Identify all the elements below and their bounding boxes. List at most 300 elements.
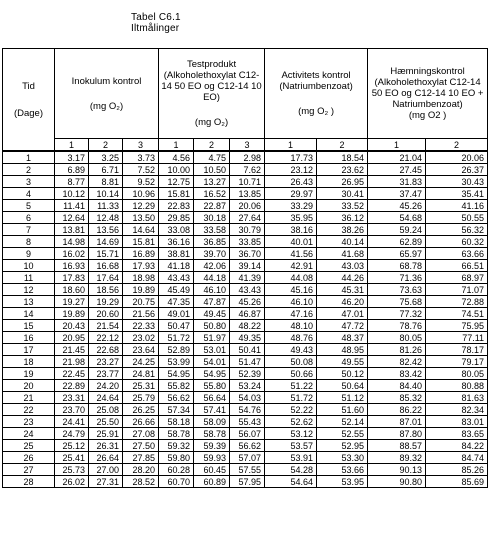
- value-cell: 26.66: [123, 416, 159, 428]
- value-cell: 39.70: [194, 248, 230, 260]
- table-row: [3, 332, 488, 344]
- value-cell: 4.56: [159, 151, 194, 164]
- value-cell: 30.18: [194, 212, 230, 224]
- value-cell: 4.75: [194, 151, 230, 164]
- value-cell: 16.89: [123, 248, 159, 260]
- value-cell: 20.06: [230, 200, 265, 212]
- subheader-cell: 1: [368, 139, 426, 152]
- day-cell: 12: [3, 284, 55, 296]
- value-cell: 22.89: [55, 380, 89, 392]
- value-cell: 57.95: [230, 476, 265, 488]
- value-cell: 36.12: [317, 212, 368, 224]
- table-row: [3, 344, 488, 356]
- value-cell: 49.01: [159, 308, 194, 320]
- value-cell: 17.93: [123, 260, 159, 272]
- value-cell: 3.25: [89, 151, 123, 164]
- header-testprodukt: [159, 49, 265, 139]
- table-row: [3, 404, 488, 416]
- value-cell: 57.34: [159, 404, 194, 416]
- value-cell: 24.79: [55, 428, 89, 440]
- value-cell: 57.55: [230, 464, 265, 476]
- value-cell: 49.55: [317, 356, 368, 368]
- day-cell: 15: [3, 320, 55, 332]
- day-cell: 26: [3, 452, 55, 464]
- value-cell: 45.26: [368, 200, 426, 212]
- value-cell: 9.52: [123, 176, 159, 188]
- table-row: [3, 392, 488, 404]
- value-cell: 43.43: [159, 272, 194, 284]
- value-cell: 10.14: [89, 188, 123, 200]
- value-cell: 22.87: [194, 200, 230, 212]
- table-row: [3, 284, 488, 296]
- value-cell: 30.43: [426, 176, 488, 188]
- value-cell: 25.08: [89, 404, 123, 416]
- value-cell: 45.16: [265, 284, 317, 296]
- day-cell: 3: [3, 176, 55, 188]
- value-cell: 36.85: [194, 236, 230, 248]
- table-row: [3, 296, 488, 308]
- table-row: [3, 260, 488, 272]
- value-cell: 7.62: [230, 164, 265, 176]
- value-cell: 90.80: [368, 476, 426, 488]
- value-cell: 14.64: [123, 224, 159, 236]
- value-cell: 10.71: [230, 176, 265, 188]
- value-cell: 44.26: [317, 272, 368, 284]
- value-cell: 80.88: [426, 380, 488, 392]
- value-cell: 53.24: [230, 380, 265, 392]
- value-cell: 47.01: [317, 308, 368, 320]
- table-row: [3, 356, 488, 368]
- value-cell: 14.98: [55, 236, 89, 248]
- value-cell: 50.64: [317, 380, 368, 392]
- value-cell: 49.43: [265, 344, 317, 356]
- value-cell: 16.02: [55, 248, 89, 260]
- value-cell: 16.68: [89, 260, 123, 272]
- value-cell: 62.89: [368, 236, 426, 248]
- value-cell: 26.43: [265, 176, 317, 188]
- value-cell: 80.05: [426, 368, 488, 380]
- header-tid-title: Tid: [22, 80, 35, 92]
- value-cell: 12.29: [123, 200, 159, 212]
- value-cell: 84.22: [426, 440, 488, 452]
- value-cell: 83.65: [426, 428, 488, 440]
- value-cell: 45.31: [317, 284, 368, 296]
- value-cell: 24.64: [89, 392, 123, 404]
- value-cell: 60.70: [159, 476, 194, 488]
- value-cell: 60.28: [159, 464, 194, 476]
- value-cell: 59.93: [194, 452, 230, 464]
- value-cell: 54.95: [194, 368, 230, 380]
- value-cell: 7.52: [123, 164, 159, 176]
- value-cell: 33.29: [265, 200, 317, 212]
- subheader-cell: 1: [265, 139, 317, 152]
- value-cell: 22.68: [89, 344, 123, 356]
- value-cell: 41.56: [265, 248, 317, 260]
- value-cell: 59.32: [159, 440, 194, 452]
- value-cell: 53.30: [317, 452, 368, 464]
- value-cell: 66.51: [426, 260, 488, 272]
- value-cell: 53.57: [265, 440, 317, 452]
- value-cell: 41.39: [230, 272, 265, 284]
- value-cell: 54.68: [368, 212, 426, 224]
- value-cell: 27.45: [368, 164, 426, 176]
- table-row: [3, 464, 488, 476]
- value-cell: 29.97: [265, 188, 317, 200]
- value-cell: 52.55: [317, 428, 368, 440]
- value-cell: 48.22: [230, 320, 265, 332]
- day-cell: 23: [3, 416, 55, 428]
- value-cell: 26.37: [426, 164, 488, 176]
- value-cell: 37.47: [368, 188, 426, 200]
- value-cell: 58.78: [159, 428, 194, 440]
- value-cell: 57.41: [194, 404, 230, 416]
- day-cell: 17: [3, 344, 55, 356]
- table-title: Iltmålinger: [131, 23, 180, 34]
- value-cell: 11.33: [89, 200, 123, 212]
- value-cell: 19.29: [89, 296, 123, 308]
- value-cell: 3.73: [123, 151, 159, 164]
- value-cell: 12.64: [55, 212, 89, 224]
- day-cell: 6: [3, 212, 55, 224]
- value-cell: 24.25: [123, 356, 159, 368]
- value-cell: 22.33: [123, 320, 159, 332]
- value-cell: 26.95: [317, 176, 368, 188]
- value-cell: 68.97: [426, 272, 488, 284]
- value-cell: 22.83: [159, 200, 194, 212]
- day-cell: 28: [3, 476, 55, 488]
- day-cell: 25: [3, 440, 55, 452]
- day-cell: 2: [3, 164, 55, 176]
- value-cell: 20.60: [89, 308, 123, 320]
- value-cell: 33.58: [194, 224, 230, 236]
- value-cell: 43.03: [317, 260, 368, 272]
- value-cell: 47.87: [194, 296, 230, 308]
- value-cell: 3.17: [55, 151, 89, 164]
- value-cell: 51.72: [159, 332, 194, 344]
- value-cell: 54.28: [265, 464, 317, 476]
- value-cell: 56.07: [230, 428, 265, 440]
- value-cell: 54.76: [230, 404, 265, 416]
- value-cell: 56.64: [194, 392, 230, 404]
- table-body: [3, 151, 488, 488]
- value-cell: 13.56: [89, 224, 123, 236]
- value-cell: 36.16: [159, 236, 194, 248]
- value-cell: 36.70: [230, 248, 265, 260]
- value-cell: 13.85: [230, 188, 265, 200]
- value-cell: 84.40: [368, 380, 426, 392]
- value-cell: 10.12: [55, 188, 89, 200]
- value-cell: 47.35: [159, 296, 194, 308]
- oxygen-measurements-table: [2, 48, 488, 488]
- header-testprodukt-title: Testprodukt (Alkoholethoxylat C12-14 50 EO og C12-14 10 EO): [161, 59, 262, 103]
- value-cell: 59.24: [368, 224, 426, 236]
- table-row: [3, 212, 488, 224]
- value-cell: 75.68: [368, 296, 426, 308]
- day-cell: 4: [3, 188, 55, 200]
- value-cell: 53.95: [317, 476, 368, 488]
- value-cell: 27.50: [123, 440, 159, 452]
- table-row: [3, 188, 488, 200]
- value-cell: 55.43: [230, 416, 265, 428]
- value-cell: 13.81: [55, 224, 89, 236]
- value-cell: 33.08: [159, 224, 194, 236]
- value-cell: 25.79: [123, 392, 159, 404]
- value-cell: 23.12: [265, 164, 317, 176]
- day-cell: 20: [3, 380, 55, 392]
- value-cell: 79.17: [426, 356, 488, 368]
- value-cell: 71.36: [368, 272, 426, 284]
- value-cell: 46.10: [265, 296, 317, 308]
- value-cell: 18.60: [55, 284, 89, 296]
- value-cell: 30.79: [230, 224, 265, 236]
- value-cell: 52.22: [265, 404, 317, 416]
- table-row: [3, 236, 488, 248]
- value-cell: 51.22: [265, 380, 317, 392]
- value-cell: 21.54: [89, 320, 123, 332]
- value-cell: 20.95: [55, 332, 89, 344]
- value-cell: 54.64: [265, 476, 317, 488]
- table-row: [3, 224, 488, 236]
- table-number: Tabel C6.1: [131, 12, 181, 23]
- value-cell: 73.63: [368, 284, 426, 296]
- value-cell: 47.16: [265, 308, 317, 320]
- value-cell: 21.45: [55, 344, 89, 356]
- value-cell: 19.89: [123, 284, 159, 296]
- value-cell: 23.02: [123, 332, 159, 344]
- value-cell: 54.01: [194, 356, 230, 368]
- value-cell: 86.22: [368, 404, 426, 416]
- value-cell: 41.16: [426, 200, 488, 212]
- header-tid: [3, 49, 55, 152]
- value-cell: 55.80: [194, 380, 230, 392]
- value-cell: 11.41: [55, 200, 89, 212]
- value-cell: 23.77: [89, 368, 123, 380]
- value-cell: 23.70: [55, 404, 89, 416]
- value-cell: 10.50: [194, 164, 230, 176]
- table-row: [3, 476, 488, 488]
- value-cell: 52.95: [317, 440, 368, 452]
- value-cell: 53.91: [265, 452, 317, 464]
- value-cell: 85.69: [426, 476, 488, 488]
- value-cell: 28.52: [123, 476, 159, 488]
- value-cell: 41.68: [317, 248, 368, 260]
- value-cell: 25.50: [89, 416, 123, 428]
- value-cell: 54.03: [230, 392, 265, 404]
- value-cell: 23.64: [123, 344, 159, 356]
- value-cell: 15.81: [123, 236, 159, 248]
- value-cell: 78.17: [426, 344, 488, 356]
- value-cell: 22.45: [55, 368, 89, 380]
- day-cell: 24: [3, 428, 55, 440]
- day-cell: 5: [3, 200, 55, 212]
- value-cell: 46.87: [230, 308, 265, 320]
- value-cell: 33.85: [230, 236, 265, 248]
- value-cell: 88.57: [368, 440, 426, 452]
- value-cell: 56.62: [230, 440, 265, 452]
- subheader-cell: 3: [230, 139, 265, 152]
- value-cell: 50.55: [426, 212, 488, 224]
- header-haemning-title: Hæmningskontrol (Alkoholethoxylat C12-14 50 EO og C12-14 10 EO + Natriumbenzoat): [371, 66, 484, 110]
- value-cell: 48.37: [317, 332, 368, 344]
- value-cell: 50.47: [159, 320, 194, 332]
- day-cell: 14: [3, 308, 55, 320]
- value-cell: 13.50: [123, 212, 159, 224]
- value-cell: 50.41: [230, 344, 265, 356]
- value-cell: 60.32: [426, 236, 488, 248]
- value-cell: 41.18: [159, 260, 194, 272]
- subheader-cell: 1: [55, 139, 89, 152]
- value-cell: 82.42: [368, 356, 426, 368]
- subheader-cell: 2: [317, 139, 368, 152]
- value-cell: 33.52: [317, 200, 368, 212]
- value-cell: 21.56: [123, 308, 159, 320]
- value-cell: 26.25: [123, 404, 159, 416]
- value-cell: 16.52: [194, 188, 230, 200]
- value-cell: 24.41: [55, 416, 89, 428]
- table-row: [3, 452, 488, 464]
- value-cell: 82.34: [426, 404, 488, 416]
- value-cell: 81.63: [426, 392, 488, 404]
- table-row: [3, 248, 488, 260]
- value-cell: 16.93: [55, 260, 89, 272]
- value-cell: 42.06: [194, 260, 230, 272]
- day-cell: 27: [3, 464, 55, 476]
- value-cell: 21.98: [55, 356, 89, 368]
- table-row: [3, 416, 488, 428]
- value-cell: 49.45: [194, 308, 230, 320]
- value-cell: 59.39: [194, 440, 230, 452]
- day-cell: 16: [3, 332, 55, 344]
- day-cell: 8: [3, 236, 55, 248]
- table-row: [3, 164, 488, 176]
- value-cell: 51.47: [230, 356, 265, 368]
- value-cell: 87.80: [368, 428, 426, 440]
- value-cell: 77.32: [368, 308, 426, 320]
- value-cell: 31.83: [368, 176, 426, 188]
- value-cell: 51.60: [317, 404, 368, 416]
- subheader-cell: 2: [89, 139, 123, 152]
- value-cell: 27.31: [89, 476, 123, 488]
- table-row: [3, 176, 488, 188]
- value-cell: 10.96: [123, 188, 159, 200]
- value-cell: 85.32: [368, 392, 426, 404]
- value-cell: 52.14: [317, 416, 368, 428]
- subheader-cell: 3: [123, 139, 159, 152]
- value-cell: 29.85: [159, 212, 194, 224]
- value-cell: 51.12: [317, 392, 368, 404]
- value-cell: 30.41: [317, 188, 368, 200]
- day-cell: 7: [3, 224, 55, 236]
- day-cell: 10: [3, 260, 55, 272]
- value-cell: 48.95: [317, 344, 368, 356]
- table-row: [3, 272, 488, 284]
- value-cell: 74.51: [426, 308, 488, 320]
- value-cell: 44.18: [194, 272, 230, 284]
- value-cell: 58.09: [194, 416, 230, 428]
- value-cell: 56.62: [159, 392, 194, 404]
- value-cell: 48.76: [265, 332, 317, 344]
- value-cell: 72.88: [426, 296, 488, 308]
- value-cell: 38.26: [317, 224, 368, 236]
- value-cell: 42.91: [265, 260, 317, 272]
- value-cell: 56.32: [426, 224, 488, 236]
- value-cell: 44.08: [265, 272, 317, 284]
- value-cell: 19.27: [55, 296, 89, 308]
- value-cell: 19.89: [55, 308, 89, 320]
- header-inokulum: [55, 49, 159, 139]
- value-cell: 47.72: [317, 320, 368, 332]
- value-cell: 23.27: [89, 356, 123, 368]
- day-cell: 1: [3, 151, 55, 164]
- value-cell: 26.02: [55, 476, 89, 488]
- day-cell: 18: [3, 356, 55, 368]
- value-cell: 50.12: [317, 368, 368, 380]
- value-cell: 17.73: [265, 151, 317, 164]
- value-cell: 25.73: [55, 464, 89, 476]
- header-aktivitets: [265, 49, 368, 139]
- header-row: [3, 49, 488, 139]
- value-cell: 53.66: [317, 464, 368, 476]
- value-cell: 18.54: [317, 151, 368, 164]
- value-cell: 26.64: [89, 452, 123, 464]
- value-cell: 43.43: [230, 284, 265, 296]
- value-cell: 75.95: [426, 320, 488, 332]
- subheader-cell: 1: [159, 139, 194, 152]
- table-row: [3, 428, 488, 440]
- value-cell: 26.31: [89, 440, 123, 452]
- table-row: [3, 320, 488, 332]
- value-cell: 46.20: [317, 296, 368, 308]
- value-cell: 2.98: [230, 151, 265, 164]
- value-cell: 50.66: [265, 368, 317, 380]
- table-row: [3, 368, 488, 380]
- day-cell: 13: [3, 296, 55, 308]
- value-cell: 51.72: [265, 392, 317, 404]
- value-cell: 45.26: [230, 296, 265, 308]
- value-cell: 48.10: [265, 320, 317, 332]
- value-cell: 25.41: [55, 452, 89, 464]
- value-cell: 52.89: [159, 344, 194, 356]
- value-cell: 54.95: [159, 368, 194, 380]
- value-cell: 52.62: [265, 416, 317, 428]
- value-cell: 49.35: [230, 332, 265, 344]
- value-cell: 50.80: [194, 320, 230, 332]
- header-inokulum-unit: (mg O₂): [89, 100, 124, 112]
- value-cell: 53.99: [159, 356, 194, 368]
- table-caption: [131, 12, 181, 34]
- value-cell: 40.01: [265, 236, 317, 248]
- value-cell: 12.48: [89, 212, 123, 224]
- header-tid-unit: (Dage): [13, 107, 44, 119]
- value-cell: 20.06: [426, 151, 488, 164]
- value-cell: 10.00: [159, 164, 194, 176]
- value-cell: 89.32: [368, 452, 426, 464]
- value-cell: 40.14: [317, 236, 368, 248]
- value-cell: 27.85: [123, 452, 159, 464]
- value-cell: 57.07: [230, 452, 265, 464]
- value-cell: 38.16: [265, 224, 317, 236]
- value-cell: 18.98: [123, 272, 159, 284]
- value-cell: 27.00: [89, 464, 123, 476]
- value-cell: 17.83: [55, 272, 89, 284]
- value-cell: 63.66: [426, 248, 488, 260]
- table-row: [3, 200, 488, 212]
- value-cell: 38.81: [159, 248, 194, 260]
- value-cell: 90.13: [368, 464, 426, 476]
- value-cell: 20.75: [123, 296, 159, 308]
- value-cell: 8.77: [55, 176, 89, 188]
- header-testprodukt-unit: (mg O₂): [194, 117, 229, 128]
